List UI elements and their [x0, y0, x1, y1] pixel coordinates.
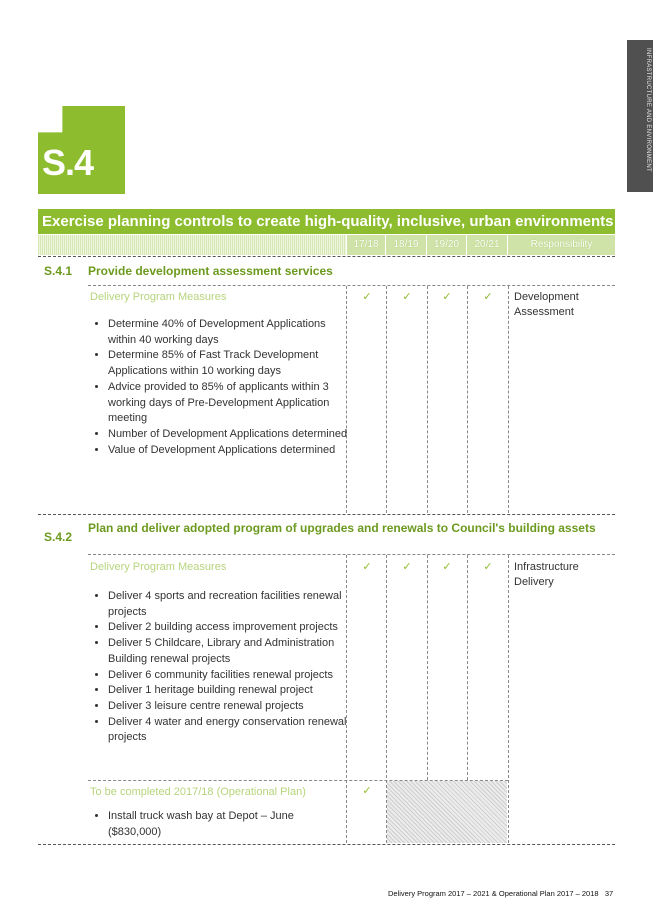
list-item: • Deliver 4 sports and recreation facilities renewal projects [108, 589, 348, 620]
column-header-label: Responsibility [530, 239, 593, 250]
table-column-divider [427, 286, 428, 513]
check-icon: ✓ [402, 561, 412, 573]
list-item: • Value of Development Applications determined [108, 443, 348, 459]
section-title: Exercise planning controls to create high-quality, inclusive, urban environments [42, 213, 614, 230]
item-number: S.4.1 [44, 264, 73, 278]
measures-list [90, 317, 348, 458]
list-item: • Install truck wash bay at Depot – June ($830,000) [108, 809, 348, 840]
responsibility: Infrastructure Delivery [514, 561, 579, 588]
column-header-spacer [38, 235, 346, 255]
measures-heading: Delivery Program Measures [90, 561, 227, 573]
table-column-divider [508, 286, 509, 513]
check-icon: ✓ [483, 291, 493, 303]
section-banner [38, 209, 615, 234]
check-icon: ✓ [483, 561, 493, 573]
item-number: S.4.2 [44, 530, 73, 544]
column-header-label: 17/18 [353, 239, 379, 250]
column-header-label: 20/21 [474, 239, 500, 250]
table-top-border [88, 285, 615, 286]
operational-heading: To be completed 2017/18 (Operational Plan) [90, 786, 306, 798]
table-column-divider [427, 555, 428, 780]
measures-list [90, 589, 348, 746]
footer-text: Delivery Program 2017 – 2021 & Operational Plan 2017 – 2018 [388, 889, 599, 898]
list-item: • Deliver 4 water and energy conservation renewal projects [108, 715, 348, 746]
column-header-label: 18/19 [393, 239, 419, 250]
side-tab-label: INFRASTRUCTURE AND ENVIRONMENT [645, 48, 651, 173]
list-item: • Deliver 6 community facilities renewal projects [108, 668, 348, 684]
column-header-1920 [427, 235, 467, 255]
check-icon: ✓ [362, 291, 372, 303]
page-footer [388, 889, 613, 898]
check-icon: ✓ [442, 291, 452, 303]
item-title: Plan and deliver adopted program of upgrades and renewals to Council's building assets [88, 521, 596, 535]
table-column-divider [467, 286, 468, 513]
table-top-border [88, 554, 615, 555]
list-item: • Deliver 2 building access improvement projects [108, 620, 348, 636]
operational-list [90, 809, 348, 840]
section-code: S.4 [42, 142, 94, 183]
list-item: • Deliver 3 leisure centre renewal projects [108, 699, 348, 715]
column-header-1819 [386, 235, 427, 255]
check-icon: ✓ [402, 291, 412, 303]
table-column-divider [508, 555, 509, 843]
side-section-tab [627, 40, 653, 192]
column-header-label: 19/20 [433, 239, 460, 250]
page-number: 37 [604, 889, 614, 898]
check-icon: ✓ [362, 785, 372, 797]
check-icon: ✓ [442, 561, 452, 573]
divider [38, 514, 615, 515]
divider [38, 256, 615, 257]
table-column-divider [467, 555, 468, 780]
measures-heading: Delivery Program Measures [90, 291, 227, 303]
list-item: • Determine 85% of Fast Track Development Applications within 10 working days [108, 348, 348, 379]
list-item: • Advice provided to 85% of applicants within 3 working days of Pre-Development Application meeting [108, 380, 348, 427]
check-icon: ✓ [362, 561, 372, 573]
list-item: • Deliver 1 heritage building renewal project [108, 683, 348, 699]
column-header-responsibility [508, 235, 616, 255]
list-item: • Deliver 5 Childcare, Library and Administration Building renewal projects [108, 636, 348, 667]
item-title: Provide development assessment services [88, 264, 333, 278]
list-item: • Number of Development Applications determined [108, 427, 348, 443]
list-item: • Determine 40% of Development Applications within 40 working days [108, 317, 348, 348]
column-header-2021 [467, 235, 508, 255]
divider [38, 844, 615, 845]
not-applicable-cells [387, 781, 507, 843]
responsibility: Development Assessment [514, 291, 579, 318]
table-column-divider [386, 286, 387, 513]
column-header-1718 [347, 235, 386, 255]
